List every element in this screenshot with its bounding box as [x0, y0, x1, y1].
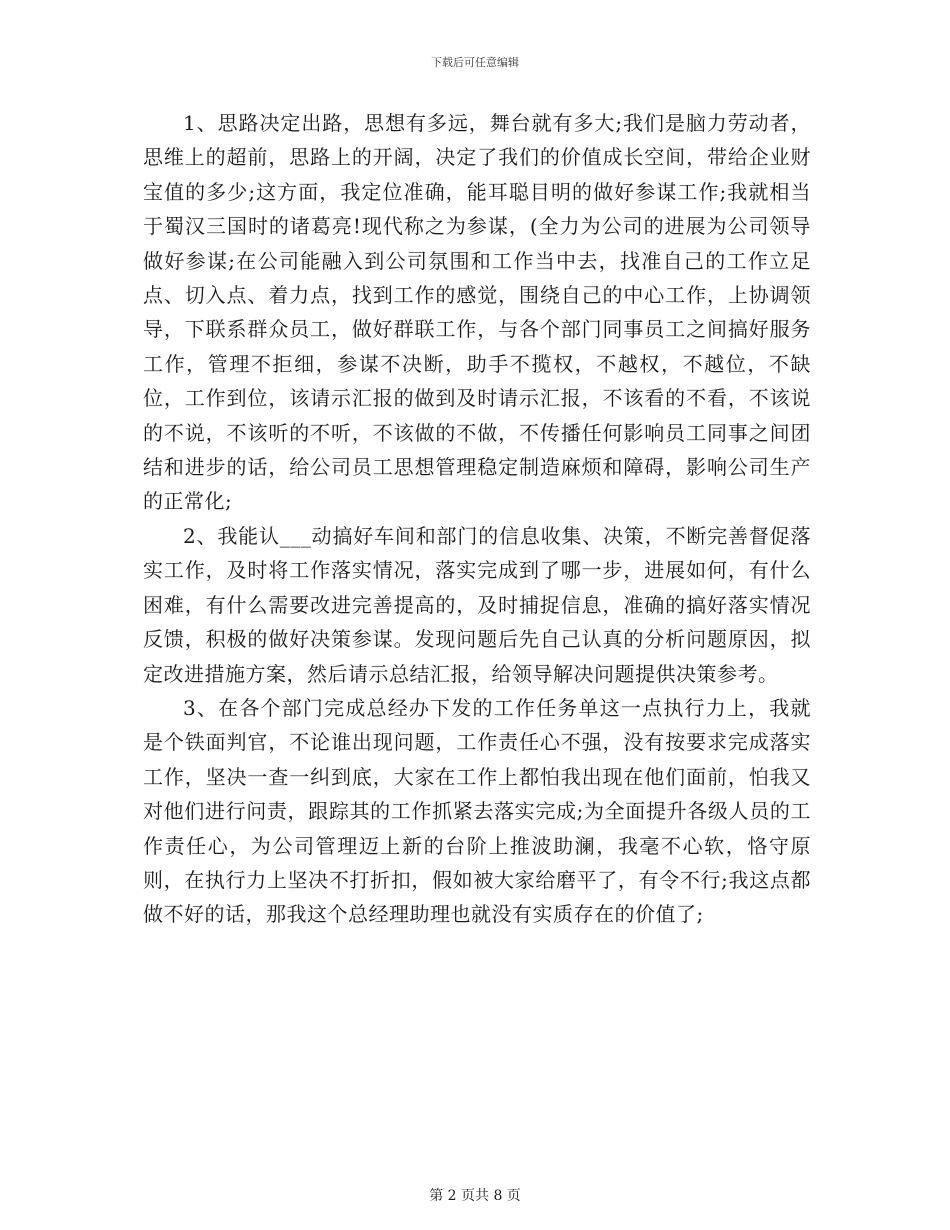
page-number: 第 2 页共 8 页 [429, 1188, 521, 1204]
paragraph-1: 1、思路决定出路，思想有多远，舞台就有多大;我们是脑力劳动者，思维上的超前，思路上的开阔，决定了我们的价值成长空间，带给企业财宝值的多少;这方面，我定位准确，能耳聪目明的做好参谋工作;我就相当于蜀汉三国时的诸葛亮!现代称之为参谋，(全力为公司的进展为公司领导做好参谋;在公司能融入到公司氛围和工作当中去，找准自己的工作立足点、切入点、着力点，找到工作的感觉，围绕自己的中心工作，上协调领导，下联系群众员工，做好群联工作，与各个部门同事员工之间搞好服务工作，管理不拒细，参谋不决断，助手不揽权，不越权，不越位，不缺位，工作到位，该请示汇报的做到及时请示汇报，不该看的不看，不该说的不说，不该听的不听，不该做的不做，不传播任何影响员工同事之间团结和进步的话，给公司员工思想管理稳定制造麻烦和障碍，影响公司生产的正常化; [143, 111, 811, 514]
paragraph-3: 3、在各个部门完成总经办下发的工作任务单这一点执行力上，我就是个铁面判官，不论谁出现问题，工作责任心不强，没有按要求完成落实工作，坚决一查一纠到底，大家在工作上都怕我出现在他们面前，怕我又对他们进行问责，跟踪其的工作抓紧去落实完成;为全面提升各级人员的工作责任心，为公司管理迈上新的台阶上推波助澜，我毫不心软，恪守原则，在执行力上坚决不打折扣，假如被大家给磨平了，有令不行;我这点都做不好的话，那我这个总经理助理也就没有实质存在的价值了; [143, 695, 811, 927]
paragraph-2: 2、我能认___动搞好车间和部门的信息收集、决策，不断完善督促落实工作，及时将工作落实情况，落实完成到了哪一步，进展如何，有什么困难，有什么需要改进完善提高的，及时捕捉信息，准确的搞好落实情况反馈，积极的做好决策参谋。发现问题后先自己认真的分析问题原因，拟定改进措施方案，然后请示总结汇报，给领导解决问题提供决策参考。 [143, 523, 811, 686]
page-header: 下载后可任意编辑 [431, 56, 519, 69]
document-body [143, 106, 811, 932]
